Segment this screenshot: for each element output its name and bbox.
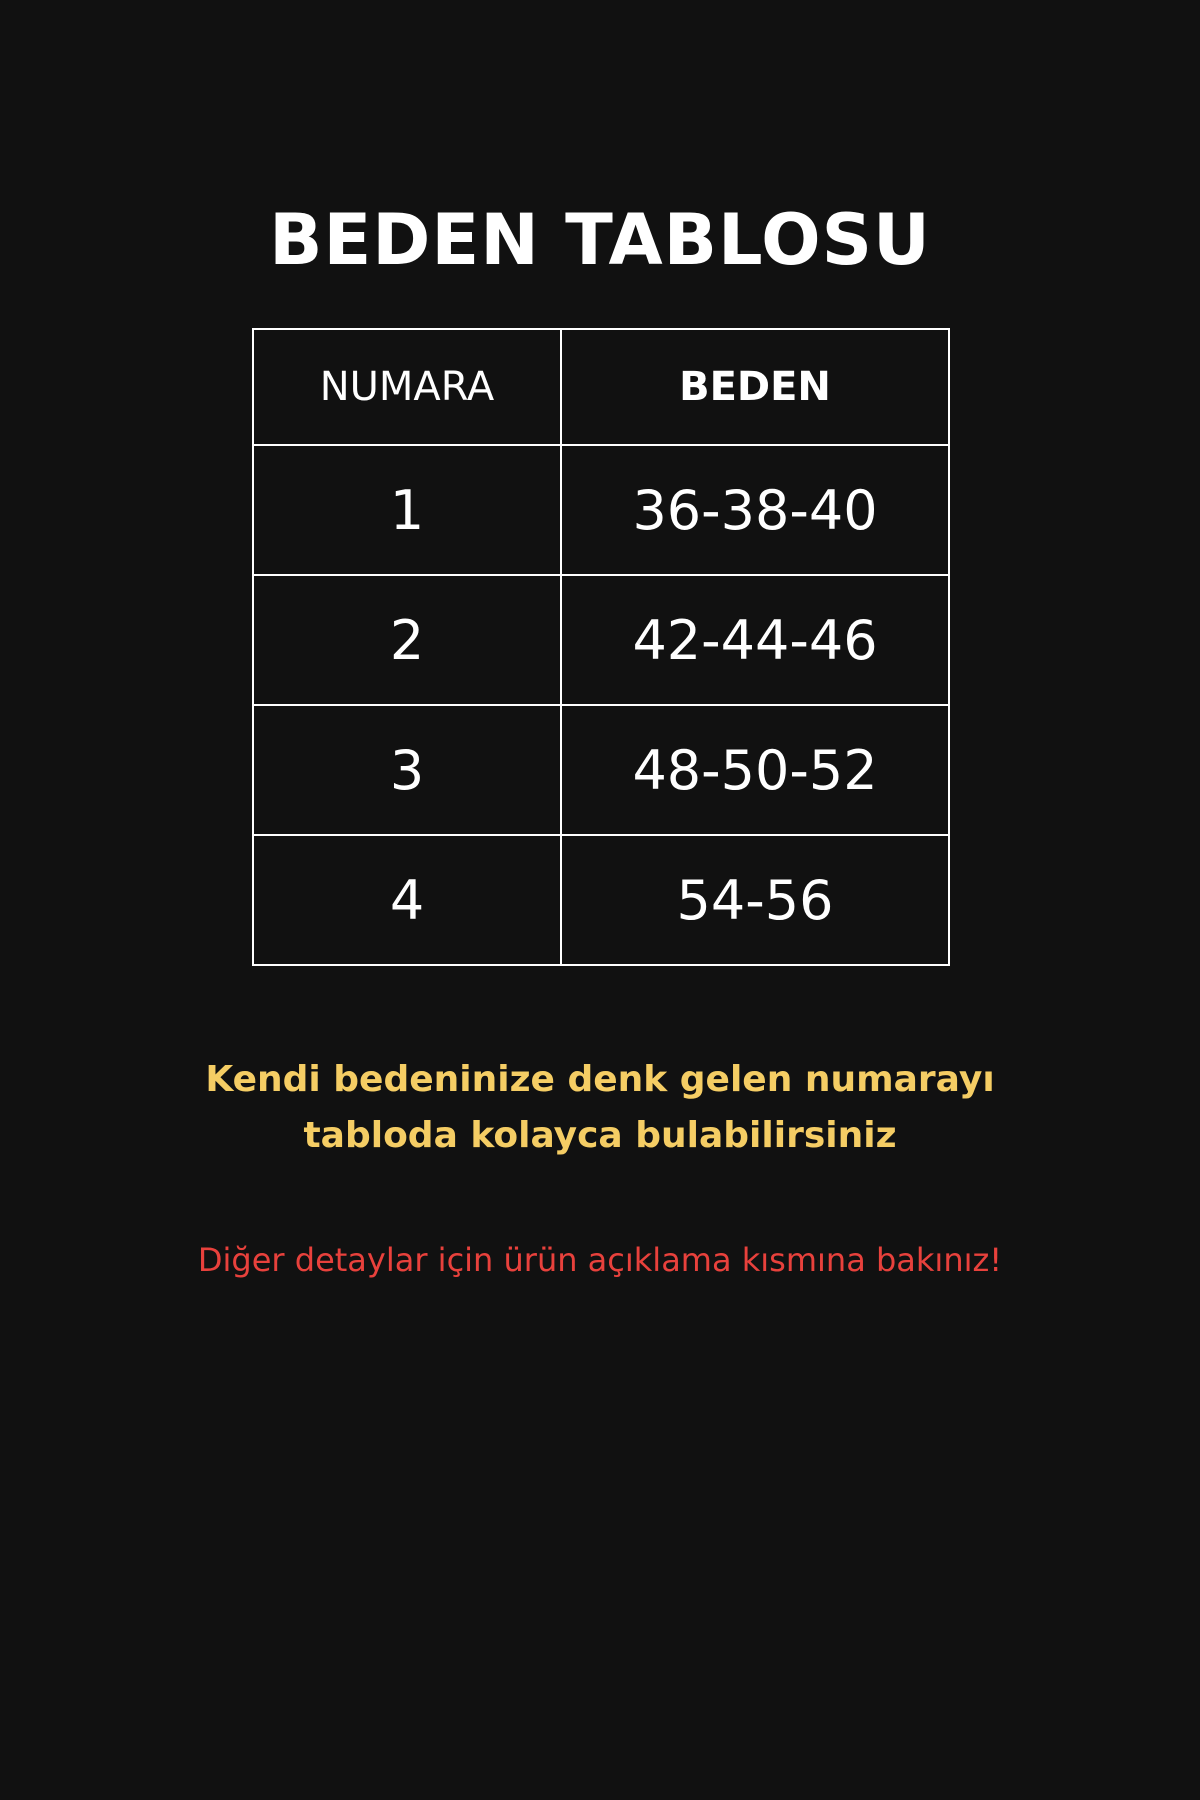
size-hint-line-2: tabloda kolayca bulabilirsiniz <box>303 1115 897 1156</box>
table-row <box>253 835 949 965</box>
numara-cell: 2 <box>253 575 561 705</box>
header-beden: BEDEN <box>561 329 949 445</box>
size-table <box>252 328 950 966</box>
beden-cell: 42-44-46 <box>561 575 949 705</box>
beden-cell: 36-38-40 <box>561 445 949 575</box>
beden-cell: 48-50-52 <box>561 705 949 835</box>
table-row <box>253 445 949 575</box>
numara-cell: 1 <box>253 445 561 575</box>
beden-cell: 54-56 <box>561 835 949 965</box>
numara-cell: 4 <box>253 835 561 965</box>
size-hint-line-1: Kendi bedeninize denk gelen numarayı <box>205 1059 995 1100</box>
table-header-row <box>253 329 949 445</box>
table-row <box>253 575 949 705</box>
page-title: BEDEN TABLOSU <box>269 199 931 281</box>
size-hint-note <box>0 1052 1200 1164</box>
numara-cell: 3 <box>253 705 561 835</box>
table-row <box>253 705 949 835</box>
details-note: Diğer detaylar için ürün açıklama kısmına bakınız! <box>197 1241 1003 1279</box>
header-numara: NUMARA <box>253 329 561 445</box>
